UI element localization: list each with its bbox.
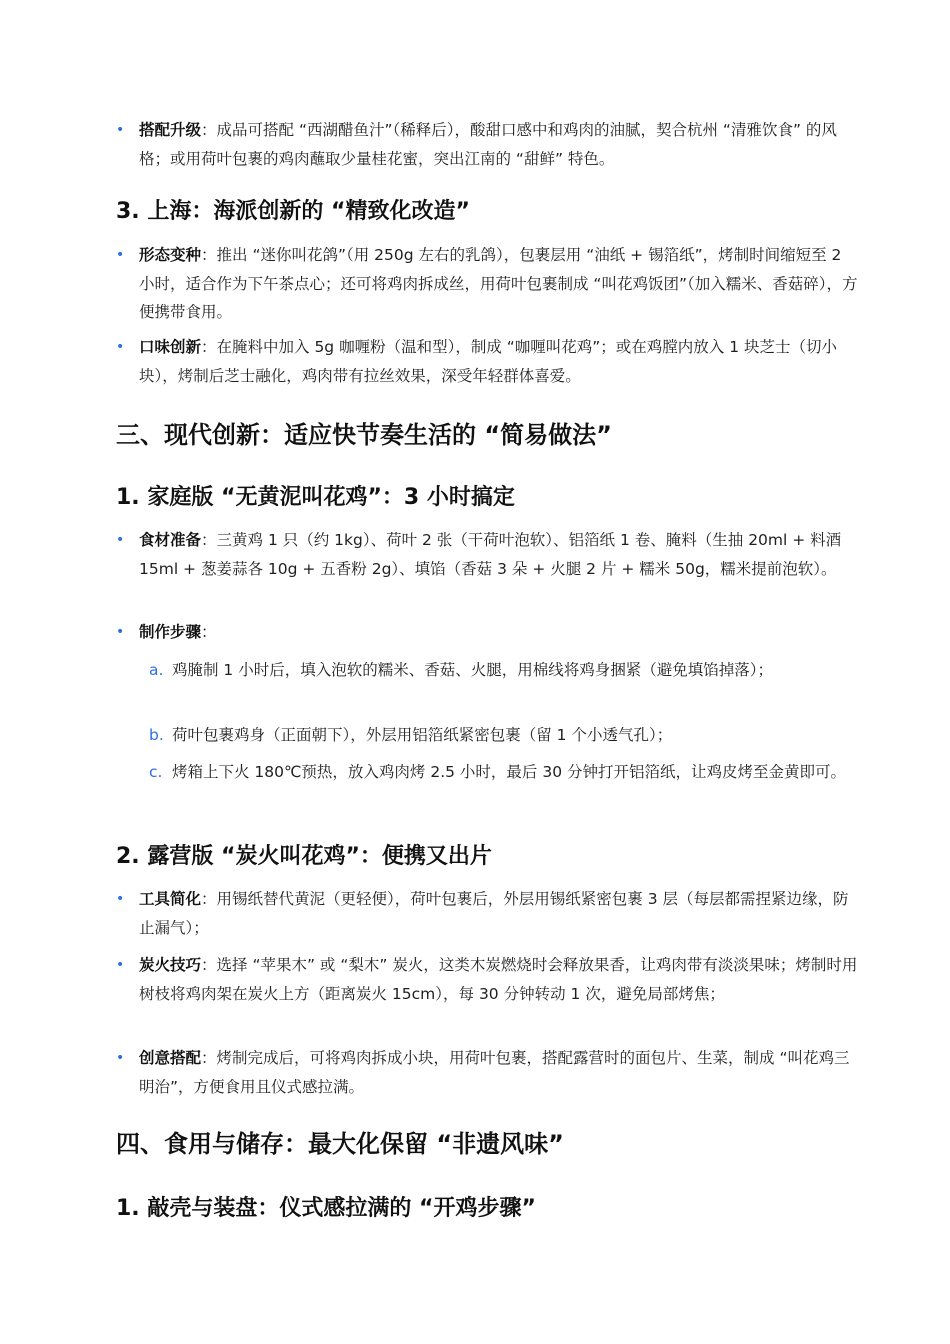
item-text: ：烤制完成后，可将鸡肉拆成小块，用荷叶包裹，搭配露营时的面包片、生菜，制成 “叫花鸡三明治”，方便食用且仪式感拉满。 bbox=[139, 1049, 850, 1096]
step-marker: b. bbox=[149, 726, 164, 744]
item-label: 食材准备 bbox=[139, 531, 202, 549]
section-heading: 2. 露营版 “炭火叫花鸡”：便携又出片 bbox=[116, 844, 492, 869]
item-label: 炭火技巧 bbox=[139, 956, 202, 974]
bullet-icon: • bbox=[116, 624, 125, 640]
list-item bbox=[116, 1044, 859, 1101]
item-label: 口味创新 bbox=[139, 338, 202, 356]
list-item bbox=[116, 241, 859, 327]
item-text: ： bbox=[201, 623, 217, 641]
step-marker: a. bbox=[149, 661, 164, 679]
list-item bbox=[116, 951, 859, 1008]
item-text: ：选择 “苹果木” 或 “梨木” 炭火，这类木炭燃烧时会释放果香，让鸡肉带有淡淡果味；烤制时用树枝将鸡肉架在炭火上方（距离炭火 15cm），每 30 分钟转动 1 次，避免局部烤焦； bbox=[139, 956, 858, 1003]
list-item bbox=[116, 885, 859, 942]
section-heading: 3. 上海：海派创新的 “精致化改造” bbox=[116, 199, 470, 224]
step-text: 荷叶包裹鸡身（正面朝下），外层用铝箔纸紧密包裹（留 1 个小透气孔）； bbox=[172, 726, 673, 744]
step-item bbox=[116, 656, 892, 685]
chapter-heading: 四、食用与储存：最大化保留 “非遗风味” bbox=[116, 1130, 564, 1158]
item-text: ：用锡纸替代黄泥（更轻便），荷叶包裹后，外层用锡纸紧密包裹 3 层（每层都需捏紧边缘，防止漏气）； bbox=[139, 890, 849, 937]
bullet-icon: • bbox=[116, 1050, 125, 1066]
bullet-icon: • bbox=[116, 339, 125, 355]
step-text: 鸡腌制 1 小时后，填入泡软的糯米、香菇、火腿，用棉线将鸡身捆紧（避免填馅掉落）； bbox=[172, 661, 773, 679]
bullet-icon: • bbox=[116, 957, 125, 973]
item-text: ：成品可搭配 “西湖醋鱼汁”（稀释后），酸甜口感中和鸡肉的油腻，契合杭州 “清雅饮食” 的风格；或用荷叶包裹的鸡肉蘸取少量桂花蜜，突出江南的 “甜鲜” 特色。 bbox=[139, 121, 837, 168]
list-item bbox=[116, 333, 859, 390]
list-item bbox=[116, 116, 859, 173]
item-text: ：在腌料中加入 5g 咖喱粉（温和型），制成 “咖喱叫花鸡”；或在鸡膛内放入 1 块芝士（切小块），烤制后芝士融化，鸡肉带有拉丝效果，深受年轻群体喜爱。 bbox=[139, 338, 838, 385]
chapter-heading: 三、现代创新：适应快节奏生活的 “简易做法” bbox=[116, 421, 612, 449]
step-item bbox=[116, 758, 892, 787]
list-item bbox=[116, 618, 859, 647]
bullet-icon: • bbox=[116, 532, 125, 548]
item-label: 制作步骤 bbox=[139, 623, 202, 641]
list-item bbox=[116, 526, 859, 583]
item-label: 形态变种 bbox=[139, 246, 202, 264]
bullet-icon: • bbox=[116, 247, 125, 263]
bullet-icon: • bbox=[116, 891, 125, 907]
section-heading: 1. 敲壳与装盘：仪式感拉满的 “开鸡步骤” bbox=[116, 1196, 536, 1221]
item-label: 创意搭配 bbox=[139, 1049, 202, 1067]
bullet-icon: • bbox=[116, 122, 125, 138]
item-label: 搭配升级 bbox=[139, 121, 202, 139]
step-marker: c. bbox=[149, 763, 163, 781]
section-heading: 1. 家庭版 “无黄泥叫花鸡”：3 小时搞定 bbox=[116, 485, 515, 510]
step-text: 烤箱上下火 180℃预热，放入鸡肉烤 2.5 小时，最后 30 分钟打开铝箔纸，让鸡皮烤至金黄即可。 bbox=[172, 763, 847, 781]
item-label: 工具简化 bbox=[139, 890, 202, 908]
item-text: ：推出 “迷你叫花鸽”（用 250g 左右的乳鸽），包裹层用 “油纸 + 锡箔纸”，烤制时间缩短至 2 小时，适合作为下午茶点心；还可将鸡肉拆成丝，用荷叶包裹制成 “叫花鸡饭团”（加入糯米、香菇碎），方便携带食用。 bbox=[139, 246, 858, 321]
step-item bbox=[116, 721, 892, 750]
item-text: ：三黄鸡 1 只（约 1kg）、荷叶 2 张（干荷叶泡软）、铝箔纸 1 卷、腌料（生抽 20ml + 料酒 15ml + 葱姜蒜各 10g + 五香粉 2g）、填馅（香菇 3 朵 + 火腿 2 片 + 糯米 50g，糯米提前泡软）。 bbox=[139, 531, 842, 578]
